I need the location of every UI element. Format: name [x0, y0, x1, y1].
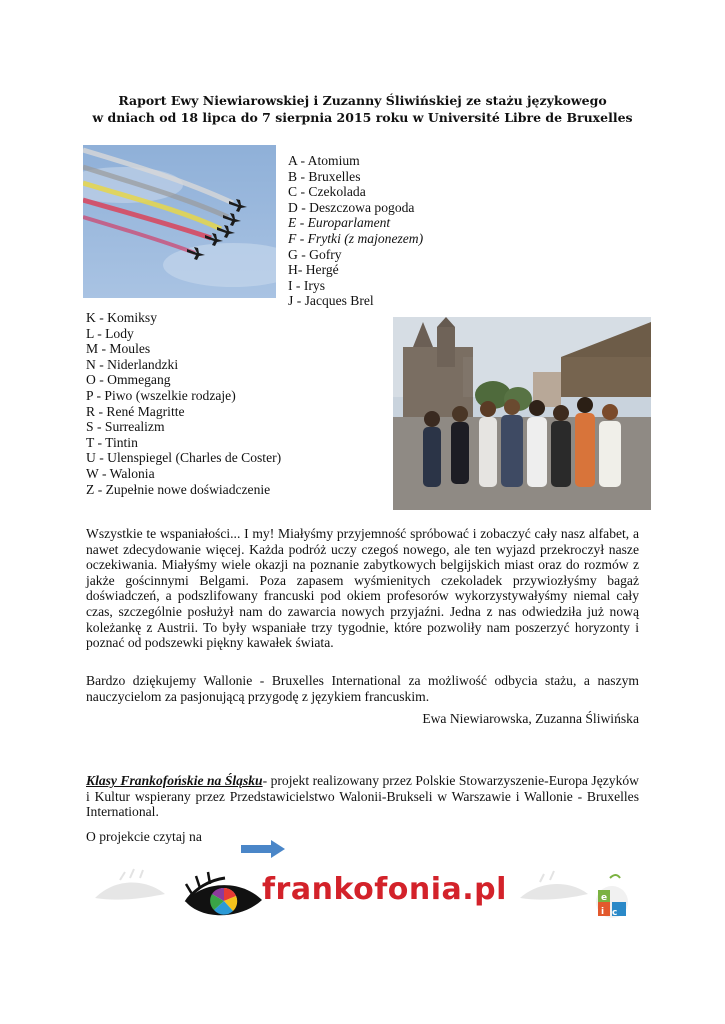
report-paragraph-2: Bardzo dziękujemy Wallonie - Bruxelles International za możliwość odbycia stażu, a naszym nauczycielom za pasjonującą przygodę z językiem francuskim. — [86, 673, 639, 704]
read-more-text: O projekcie czytaj na — [86, 829, 202, 844]
title-line-2: w dniach od 18 lipca do 7 sierpnia 2015 roku w Université Libre de Bruxelles — [92, 110, 633, 125]
project-name[interactable]: Klasy Frankofońskie na Śląsku — [86, 773, 263, 788]
partner-logo-icon — [596, 875, 628, 918]
title-line-1: Raport Ewy Niewiarowskiej i Zuzanny Śliwińskiej ze stażu językowego — [118, 93, 607, 108]
alphabet-item: Z - Zupełnie nowe doświadczenie — [86, 481, 271, 497]
alphabet-item: F - Frytki (z majonezem) — [288, 230, 424, 246]
alphabet-item: O - Ommegang — [86, 372, 171, 388]
alphabet-item: P - Piwo (wszelkie rodzaje) — [86, 387, 236, 403]
alphabet-item: M - Moules — [86, 341, 151, 357]
alphabet-item: L - Lody — [86, 325, 134, 341]
airshow-photo — [83, 145, 276, 298]
alphabet-item: T - Tintin — [86, 434, 138, 450]
svg-text:i: i — [601, 907, 605, 917]
alphabet-item: U - Ulenspiegel (Charles de Coster) — [86, 450, 282, 466]
alphabet-item: E - Europarlament — [288, 215, 391, 231]
project-paragraph — [86, 773, 639, 820]
alphabet-item: R - René Magritte — [86, 403, 185, 419]
alphabet-item: I - Irys — [288, 277, 325, 293]
alphabet-list-b — [86, 310, 281, 497]
report-paragraph-1: Wszystkie te wspaniałości... I my! Miałyśmy przyjemność spróbować i zobaczyć cały nasz alfabet, a nawet zdecydowanie więcej. Każda podróż uczy czegoś nowego, ale ten wyjazd przekroczył nasze oczekiwania. Miałyśmy wiele okazji na poznanie zabytkowych belgijskich miast oraz do rozmów z jakże gościnnymi Belgami. Poza zapasem wyśmienitych czekoladek przywiozłyśmy bagaż doświadczeń, a podszlifowany francuski pod okiem profesorów wykorzystywałyśmy niemal cały czas, szczególnie posłużył nam do zawarcia nowych przyjaźni. Jedna z nas odwiedziła już nową koleżankę z Austrii. To były wspaniałe trzy tygodnie, które pozwoliły nam poszerzyć horyzonty i poznać od podszewki piękny kawałek świata. — [86, 526, 639, 651]
alphabet-item: C - Czekolada — [288, 184, 366, 200]
alphabet-item: S - Surrealizm — [86, 419, 165, 435]
alphabet-list-a — [288, 153, 423, 309]
alphabet-item: A - Atomium — [288, 153, 360, 168]
page-title — [70, 92, 655, 126]
eye-icon — [186, 872, 262, 915]
alphabet-item: D - Deszczowa pogoda — [288, 199, 415, 215]
brand-logo-text[interactable]: frankofonia.pl — [262, 872, 507, 907]
alphabet-item: B - Bruxelles — [288, 168, 361, 184]
alphabet-item: W - Walonia — [86, 465, 155, 481]
alphabet-item: H- Hergé — [288, 262, 339, 278]
signature: Ewa Niewiarowska, Zuzanna Śliwińska — [422, 711, 639, 726]
alphabet-item: K - Komiksy — [86, 310, 157, 325]
alphabet-item: G - Gofry — [288, 246, 342, 262]
alphabet-item: J - Jacques Brel — [288, 293, 374, 309]
arrow-right-icon[interactable] — [241, 840, 285, 858]
group-photo — [393, 317, 651, 510]
svg-text:e: e — [601, 893, 608, 903]
alphabet-item: N - Niderlandzki — [86, 356, 179, 372]
svg-text:c: c — [612, 908, 618, 918]
project-description: - projekt realizowany przez Polskie Stowarzyszenie-Europa Języków i Kultur wspierany przez Przedstawicielstwo Walonii-Brukseli w Warszawie i Wallonie - Bruxelles International. — [86, 773, 639, 820]
